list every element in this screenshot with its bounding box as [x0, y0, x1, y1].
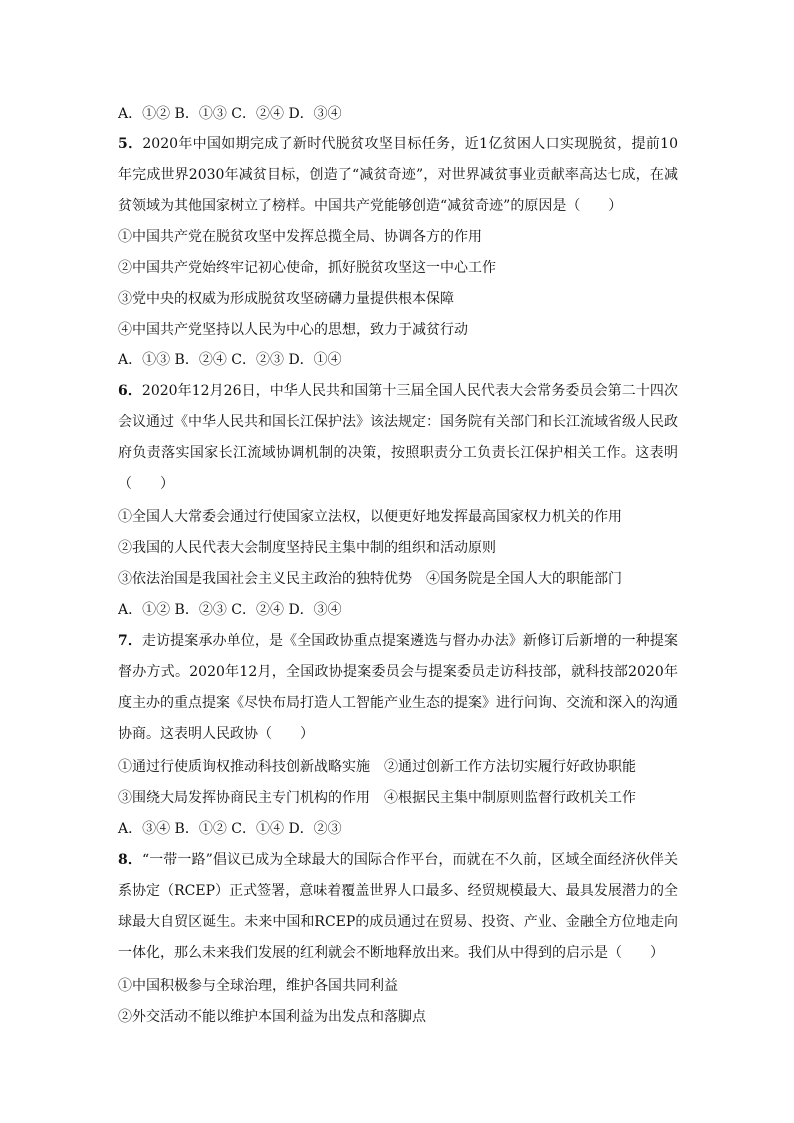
q6-number: 6．	[118, 383, 142, 399]
q7-stem	[118, 626, 678, 750]
q4-options: A．①② B．①③ C．②④ D．③④	[118, 106, 342, 122]
q8-item-2: ②外交活动不能以维护本国利益为出发点和落脚点	[118, 1009, 426, 1025]
q6-stem	[118, 376, 678, 500]
q6-options: A．①② B．②③ C．②④ D．③④	[118, 602, 342, 618]
q5-item-1: ①中国共产党在脱贫攻坚中发挥总揽全局、协调各方的作用	[118, 229, 482, 245]
q7-options: A．③④ B．①② C．①④ D．②③	[118, 821, 342, 837]
q6-item-2: ②我国的人民代表大会制度坚持民主集中制的组织和活动原则	[118, 540, 496, 556]
q7-item-row-1: ①通过行使质询权推动科技创新战略实施 ②通过创新工作方法切实履行好政协职能	[118, 759, 636, 775]
q5-options: A．①③ B．②④ C．②③ D．①④	[118, 352, 342, 368]
q5-item-3: ③党中央的权威为形成脱贫攻坚磅礴力量提供根本保障	[118, 291, 454, 307]
q8-stem-text: “一带一路”倡议已成为全球最大的国际合作平台，而就在不久前，区域全面经济伙伴关系协定（RCEP）正式签署，意味着覆盖世界人口最多、经贸规模最大、最具发展潜力的全球最大自贸区诞生。未来中国和RCEP的成员通过在贸易、投资、产业、金融全方位地走向一体化，那么未来我们发展的红利就会不断地释放出来。我们从中得到的启示是（ ）	[118, 852, 679, 961]
q7-number: 7．	[118, 633, 142, 649]
q8-stem	[118, 845, 678, 969]
q5-item-4: ④中国共产党坚持以人民为中心的思想，致力于减贫行动	[118, 322, 468, 338]
q5-stem	[118, 129, 678, 222]
q7-item-row-2: ③围绕大局发挥协商民主专门机构的作用 ④根据民主集中制原则监督行政机关工作	[118, 790, 636, 806]
q6-item-1: ①全国人大常委会通过行使国家立法权，以便更好地发挥最高国家权力机关的作用	[118, 509, 622, 525]
q8-item-1: ①中国积极参与全球治理，维护各国共同利益	[118, 978, 398, 994]
q6-stem-text: 2020年12月26日，中华人民共和国第十三届全国人民代表大会常务委员会第二十四次会议通过《中华人民共和国长江保护法》该法规定：国务院有关部门和长江流域省级人民政府负责落实国家长江流域协调机制的决策，按照职责分工负责长江保护相关工作。这表明（ ）	[118, 383, 678, 492]
q5-number: 5．	[118, 136, 143, 152]
q7-stem-text: 走访提案承办单位，是《全国政协重点提案遴选与督办办法》新修订后新增的一种提案督办方式。2020年12月，全国政协提案委员会与提案委员走访科技部，就科技部2020年度主办的重点提案《尽快布局打造人工智能产业生态的提案》进行问询、交流和深入的沟通协商。这表明人民政协（ ）	[118, 633, 678, 742]
q5-stem-text: 2020年中国如期完成了新时代脱贫攻坚目标任务，近1亿贫困人口实现脱贫，提前10年完成世界2030年减贫目标，创造了“减贫奇迹”，对世界减贫事业贡献率高达七成，在减贫领域为其他国家树立了榜样。中国共产党能够创造“减贫奇迹”的原因是（ ）	[118, 136, 678, 214]
q8-number: 8．	[118, 852, 142, 868]
q5-item-2: ②中国共产党始终牢记初心使命，抓好脱贫攻坚这一中心工作	[118, 260, 496, 276]
q6-item-3: ③依法治国是我国社会主义民主政治的独特优势 ④国务院是全国人大的职能部门	[118, 571, 622, 587]
